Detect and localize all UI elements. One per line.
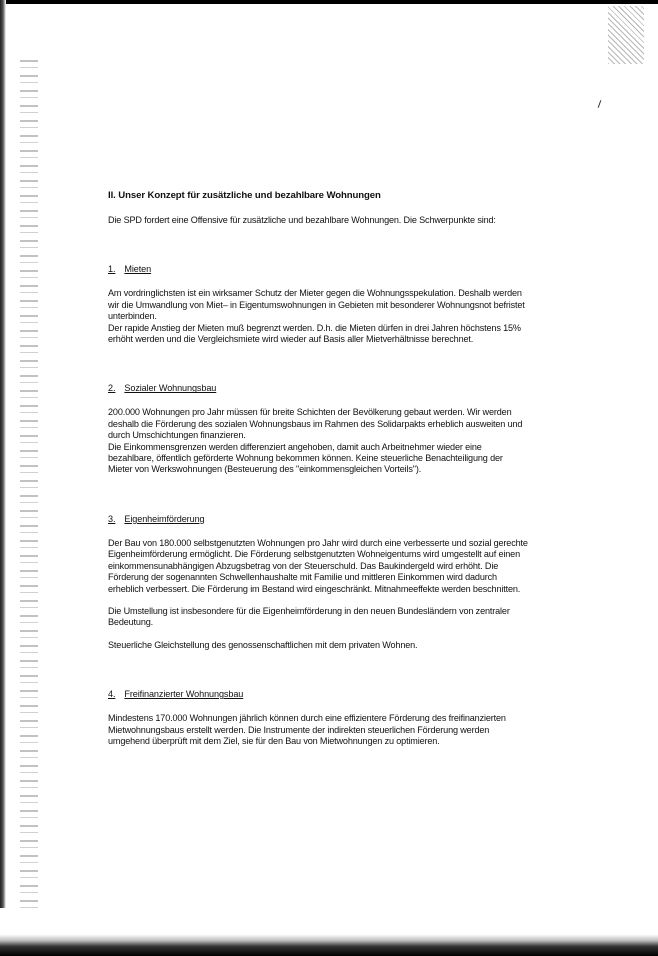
section-title: Eigenheimförderung [124, 513, 205, 524]
section-heading [108, 383, 528, 393]
intro-paragraph: Die SPD fordert eine Offensive für zusätzliche und bezahlbare Wohnungen. Die Schwerpunkte sind: [108, 215, 496, 225]
section-number: 4. [108, 689, 116, 700]
section-freifinanzierter-wohnungsbau [108, 689, 528, 747]
document-page [108, 190, 528, 747]
document-title: II. Unser Konzept für zusätzliche und bezahlbare Wohnungen [108, 190, 381, 201]
section-heading [108, 514, 528, 524]
scan-tick-mark [598, 100, 602, 108]
scan-left-border [0, 0, 6, 956]
section-paragraph: Der Bau von 180.000 selbstgenutzten Wohnungen pro Jahr wird durch eine verbesserte und sozial gerechte Eigenheimförderung ermöglicht. Die Förderung selbstgenutzten Wohneigentums wird umgestellt auf einen einkommensunabhängigen Abzugsbetrag von der Steuerschuld. Das Baukindergeld wird erhöht. Die Förderung der sogenannten Schwellenhaushalte mit Familie und mittleren Einkommen wird dadurch erheblich verbessert. Die Förderung im Bestand wird eingeschränkt. Mitnahmeeffekte werden beschnitten. [108, 537, 528, 594]
scan-corner-smudge [608, 6, 644, 64]
scan-top-border [0, 0, 658, 4]
section-sozialer-wohnungsbau [108, 383, 528, 475]
section-heading [108, 264, 528, 274]
section-paragraph: Die Umstellung ist insbesondere für die Eigenheimförderung in den neuen Bundesländern von zentraler Bedeutung. [108, 605, 510, 628]
section-title: Freifinanzierter Wohnungsbau [124, 689, 244, 700]
section-heading [108, 689, 528, 699]
section-paragraph: Steuerliche Gleichstellung des genossenschaftlichen mit dem privaten Wohnen. [108, 639, 418, 650]
section-paragraph: Am vordringlichsten ist ein wirksamer Schutz der Mieter gegen die Wohnungsspekulation. Deshalb werden wir die Umwandlung von Miet– in Eigentumswohnungen in Gebieten mit besonderer Wohnungsnot befristet unterbinden. Der rapide Anstieg der Mieten muß begrenzt werden. D.h. die Mieten dürfen in drei Jahren höchstens 15% erhöht werden und die Vergleichsmiete wird wieder auf Basis aller Mietverhältnisse berechnet. [108, 288, 525, 345]
section-number: 3. [108, 513, 116, 524]
scan-binding-noise [20, 60, 38, 920]
section-number: 2. [108, 383, 116, 394]
section-number: 1. [108, 264, 116, 275]
section-mieten [108, 264, 528, 345]
scan-bottom-border [0, 908, 658, 956]
section-title: Mieten [124, 264, 152, 275]
section-paragraph: 200.000 Wohnungen pro Jahr müssen für breite Schichten der Bevölkerung gebaut werden. Wir werden deshalb die Förderung des sozialen Wohnungsbaus im Rahmen des Solidarpakts erheblich ausweiten und durch Umschichtungen finanzieren. Die Einkommensgrenzen werden differenziert angehoben, damit auch Arbeitnehmer wieder eine bezahlbare, öffentlich geförderte Wohnung bekommen können. Keine steuerliche Benachteiligung der Mieter von Werkswohnungen (Besteuerung des "einkommensgleichen Vorteils"). [108, 407, 523, 475]
section-eigenheimfoerderung [108, 514, 528, 651]
section-paragraph: Mindestens 170.000 Wohnungen jährlich können durch eine effizientere Förderung des freifinanzierten Mietwohnungsbaus erstellt werden. Die Instrumente der indirekten steuerlichen Förderung werden umgehend überprüft mit dem Ziel, sie für den Bau von Mietwohnungen zu optimieren. [108, 713, 506, 746]
section-title: Sozialer Wohnungsbau [124, 383, 217, 394]
